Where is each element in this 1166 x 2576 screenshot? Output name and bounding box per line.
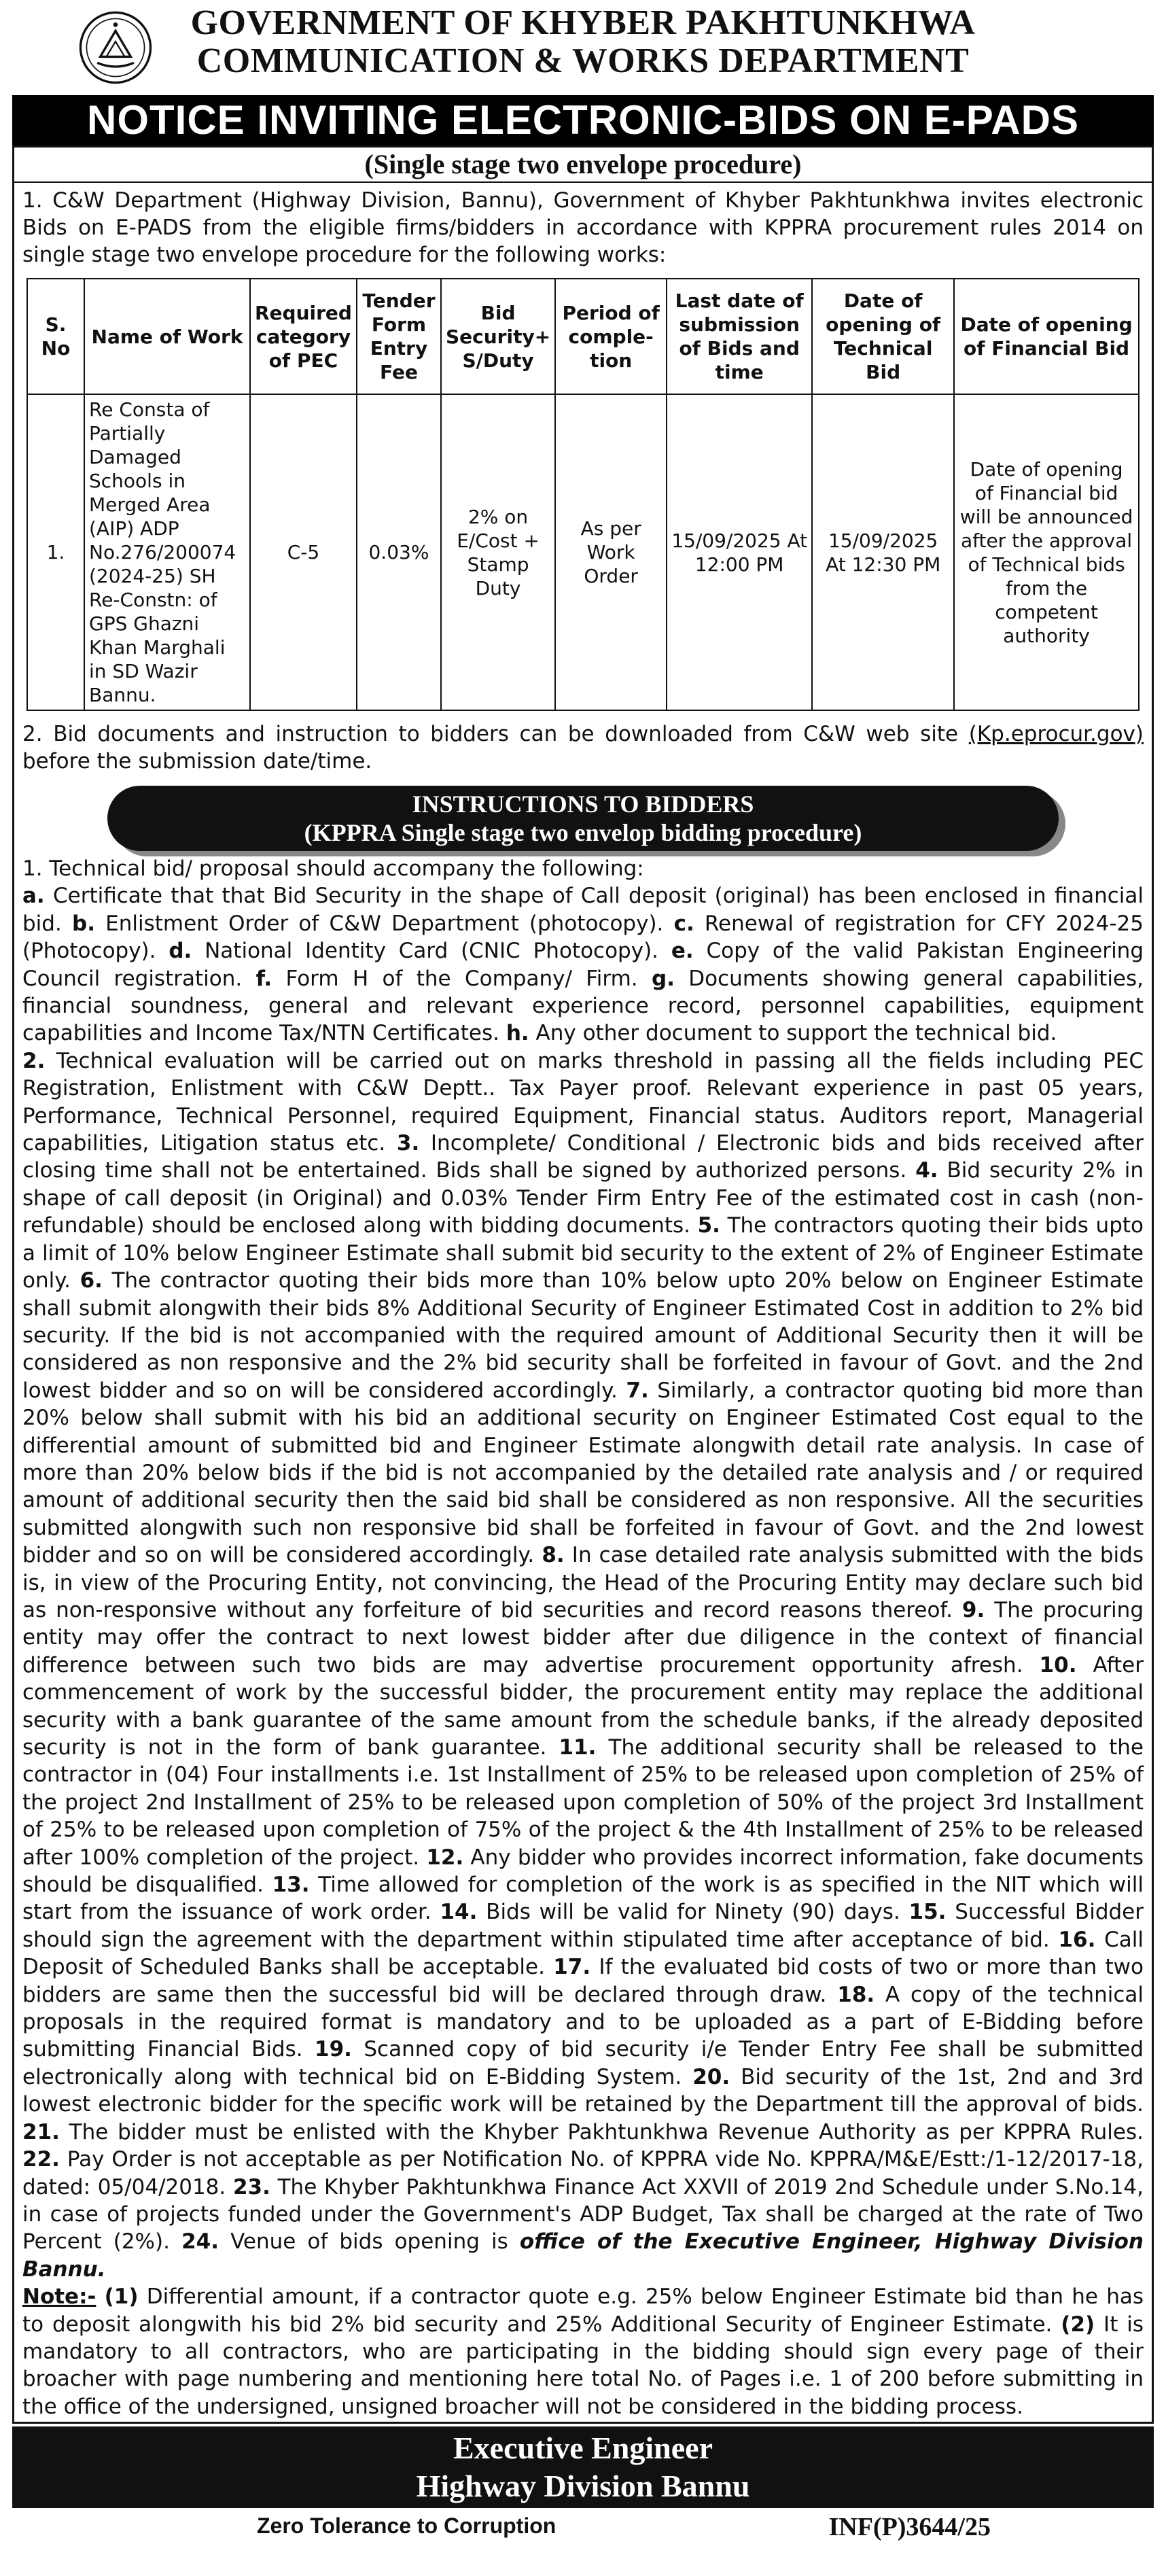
department-title: COMMUNICATION & WORKS DEPARTMENT: [196, 41, 970, 80]
instructions-title: INSTRUCTIONS TO BIDDERS: [412, 790, 754, 818]
anti-corruption-tagline: Zero Tolerance to Corruption: [257, 2513, 556, 2539]
notice-box: [12, 145, 1154, 2424]
download-text-after: before the submission date/time.: [22, 749, 372, 773]
technical-bid-intro: 1. Technical bid/ proposal should accompany the following:: [22, 856, 644, 881]
signatory-office: Highway Division Bannu: [416, 2469, 750, 2504]
instructions-body: [14, 854, 1152, 2422]
instructions-heading: [107, 786, 1059, 851]
technical-opening-cell: 15/09/2025 At 12:30 PM: [812, 394, 954, 710]
download-paragraph: [14, 716, 1152, 779]
government-title: GOVERNMENT OF KHYBER PAKHTUNKHWA: [190, 3, 976, 42]
instructions-heading-wrap: [14, 779, 1152, 854]
column-header: Period of comple-tion: [555, 279, 667, 394]
header: [10, 0, 1156, 95]
notice-banner: NOTICE INVITING ELECTRONIC-BIDS ON E-PADS: [12, 95, 1154, 145]
financial-opening-cell: Date of opening of Financial bid will be announced after the approval of Technical bids from the competent authority: [954, 394, 1139, 710]
column-header: S. No: [27, 279, 84, 394]
column-header: Last date of submission of Bids and time: [667, 279, 812, 394]
download-text-before: 2. Bid documents and instruction to bidders can be downloaded from C&W web site: [22, 722, 969, 746]
signature-block: [12, 2426, 1154, 2508]
column-header: Required category of PEC: [250, 279, 357, 394]
footer-bar: [12, 2508, 1154, 2546]
inf-reference: INF(P)3644/25: [828, 2513, 991, 2542]
completion-period-cell: As per Work Order: [555, 394, 667, 710]
works-table: [26, 278, 1140, 711]
column-header: Bid Security+ S/Duty: [441, 279, 555, 394]
instructions-clauses: 2. Technical evaluation will be carried out on marks threshold in passing all the fields including PEC Registration, Enlistment with C&W Deptt.. Tax Payer proof. Relevant experience in past 05 years, Performance, Technical Personnel, required Equipment, Financial status. Auditors report, Managerial capabilities, Litigation status etc. 3. Incomplete/ Conditional / Electronic bids and bids received after closing time shall not be entertained. Bids shall be signed by authorized persons. 4. Bid security 2% in shape of call deposit (in Original) and 0.03% Tender Firm Entry Fee of the estimated cost in cash (non-refundable) should be enclosed along with bidding documents. 5. The contractors quoting their bids upto a limit of 10% below Engineer Estimate shall submit bid security to the extent of 2% of Engineer Estimate only. 6. The contractor quoting their bids more than 10% below upto 20% below on Engineer Estimate shall submit alongwith their bids 8% Additional Security of Engineer Estimated Cost in addition to 2% bid security. If the bid is not accompanied with the required amount of Additional Security then it will be considered as non responsive and the 2% bid security shall be forfeited in favour of Govt. and the 2nd lowest bidder and so on will be considered accordingly. 7. Similarly, a contractor quoting bid more than 20% below shall submit with his bid an additional security on Engineer Estimated Cost equal to the differential amount of submitted bid and Engineer Estimate alongwith detail rate analysis. In case of more than 20% below bids if the bid is not accompanied by the detailed rate analysis and / or required amount of additional security then the said bid shall be considered as non responsive. All the securities submitted alongwith such non responsive bid shall be forfeited in favour of Govt. and the 2nd lowest bidder and so on will be considered accordingly. 8. In case detailed rate analysis submitted with the bids is, in view of the Procuring Entity, not convincing, the Head of the Procuring Entity may declare such bid as non-responsive without any forfeiture of bid securities and record reasons thereof. 9. The procuring entity may offer the contract to next lowest bidder after due diligence in the context of financial difference between such two bids are may advertise procurement opportunity afresh. 10. After commencement of work by the successful bidder, the procurement entity may replace the additional security with a bank guarantee of the same amount from the schedule banks, if the already deposited security is not in the form of bank guarantee. 11. The additional security shall be released to the contractor in (04) Four installments i.e. 1st Installment of 25% to be released upon completion of 25% of the project 2nd Installment of 25% to be released upon completion of 50% of the project 3rd Installment of 25% to be released upon completion of 75% of the project & the 4th Installment of 25% to be released after 100% completion of the project. 12. Any bidder who provides incorrect information, fake documents should be disqualified. 13. Time allowed for completion of the work is as specified in the NIT which will start from the issuance of work order. 14. Bids will be valid for Ninety (90) days. 15. Successful Bidder should sign the agreement with the department within stipulated time after acceptance of bid. 16. Call Deposit of Scheduled Banks shall be acceptable. 17. If the evaluated bid costs of two or more than two bidders are same then the successful bid will be declared through draw. 18. A copy of the technical proposals in the required format is mandatory and to be uploaded as a part of E-Bidding before submitting Financial Bids. 19. Scanned copy of bid security i/e Tender Entry Fee shall be submitted electronically along with technical bid on E-Bidding System. 20. Bid security of the 1st, 2nd and 3rd lowest electronic bidder for the specific work will be retained by the Department till the approval of bids. 21. The bidder must be enlisted with the Khyber Pakhtunkhwa Revenue Authority as per KPPRA Rules. 22. Pay Order is not acceptable as per Notification No. of KPPRA vide No. KPPRA/M&E/Estt:/1-12/2017-18, dated: 05/04/2018. 23. The Khyber Pakhtunkhwa Finance Act XXVII of 2019 2nd Schedule under S.No.14, in case of projects funded under the Government's ADP Budget, Tax shall be charged at the rate of Two Percent (2%). 24. Venue of bids opening is office of the Executive Engineer, Highway Division Bannu.: [22, 1048, 1144, 2282]
technical-bid-requirements: a. Certificate that that Bid Security in the shape of Call deposit (original) has been enclosed in financial bid. b. Enlistment Order of C&W Department (photocopy). c. Renewal of registration for CFY 2024-25 (Photocopy). d. National Identity Card (CNIC Photocopy). e. Copy of the valid Pakistan Engineering Council registration. f. Form H of the Company/ Firm. g. Documents showing general capabilities, financial soundness, general and relevant experience record, personnel capabilities, equipment capabilities and Income Tax/NTN Certificates. h. Any other document to support the technical bid.: [22, 884, 1144, 1046]
notes-paragraph: Note:- (1) Differential amount, if a contractor quote e.g. 25% below Engineer Estimate bid than he has to deposit alongwith his bid 2% bid security and 25% Additional Security of Engineer Estimate. (2) It is mandatory to all contractors, who are participating in the bidding should sign every page of their broacher with page numbering and mentioning here total No. of Pages i.e. 1 of 200 before submitting in the office of the undersigned, unsigned broacher will not be considered in the bidding process.: [22, 2284, 1144, 2419]
bid-security-cell: 2% on E/Cost + Stamp Duty: [441, 394, 555, 710]
table-header-row: [27, 279, 1139, 394]
pec-category-cell: C-5: [250, 394, 357, 710]
entry-fee-cell: 0.03%: [357, 394, 441, 710]
intro-paragraph: 1. C&W Department (Highway Division, Bannu), Government of Khyber Pakhtunkhwa invites electronic Bids on E-PADS from the eligible firms/bidders in accordance with KPPRA procurement rules 2014 on single stage two envelope procedure for the following works:: [22, 188, 1144, 267]
eprocurement-link[interactable]: (Kp.eprocur.gov): [968, 722, 1144, 746]
column-header: Name of Work: [84, 279, 250, 394]
column-header: Date of opening of Financial Bid: [954, 279, 1139, 394]
table-row: [27, 394, 1139, 710]
submission-date-cell: 15/09/2025 At 12:00 PM: [667, 394, 812, 710]
work-name-cell: Re Consta of Partially Damaged Schools in Merged Area (AIP) ADP No.276/200074 (2024-25) SH Re-Constn: of GPS Ghazni Khan Marghali in SD Wazir Bannu.: [84, 394, 250, 710]
signatory-title: Executive Engineer: [453, 2431, 713, 2466]
serial-number-cell: 1.: [27, 394, 84, 710]
column-header: Date of opening of Technical Bid: [812, 279, 954, 394]
procedure-subheading: (Single stage two envelope procedure): [14, 147, 1152, 183]
kp-government-emblem-icon: [77, 10, 154, 86]
instructions-subtitle: (KPPRA Single stage two envelop bidding procedure): [304, 819, 862, 846]
column-header: Tender Form Entry Fee: [357, 279, 441, 394]
